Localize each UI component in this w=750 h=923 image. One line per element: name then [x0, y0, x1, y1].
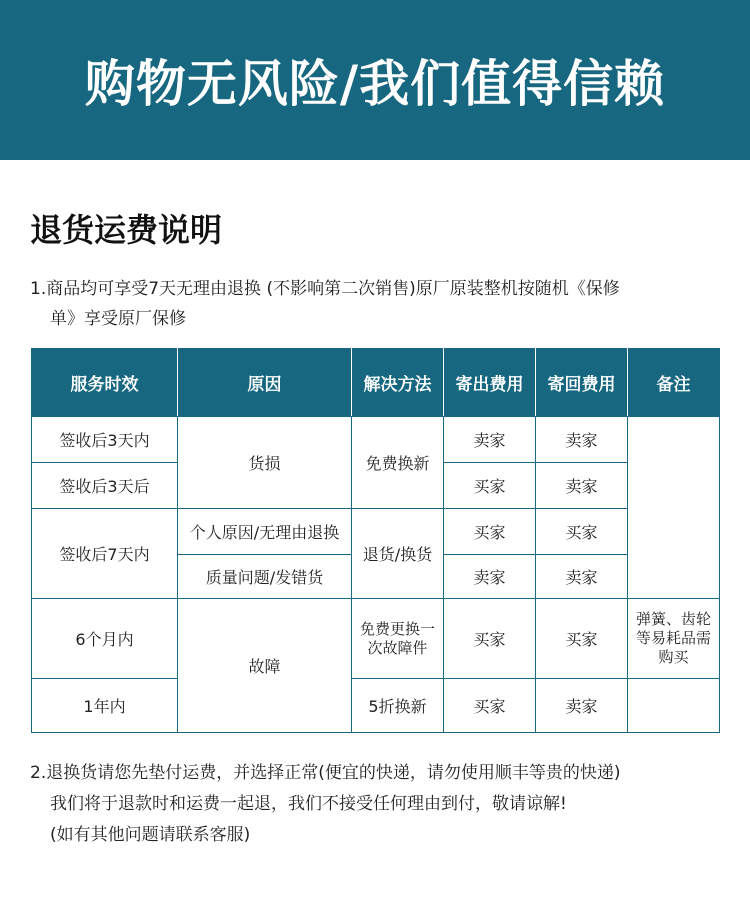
banner-title: 购物无风险/我们值得信赖	[84, 55, 666, 113]
header-reason: 原因	[178, 349, 352, 417]
policy-note-1	[30, 274, 730, 334]
cell-service-time: 6个月内	[32, 599, 178, 679]
cell-return-cost: 卖家	[536, 417, 628, 463]
cell-solution: 免费更换一次故障件	[352, 599, 444, 679]
cell-service-time: 1年内	[32, 679, 178, 733]
header-send-cost: 寄出费用	[444, 349, 536, 417]
cell-send-cost: 卖家	[444, 555, 536, 599]
table-row	[32, 599, 720, 679]
cell-remarks-empty	[628, 417, 720, 599]
table-header-row	[32, 349, 720, 417]
table-row	[32, 417, 720, 463]
header-return-cost: 寄回费用	[536, 349, 628, 417]
cell-remarks-empty	[628, 679, 720, 733]
cell-return-cost: 买家	[536, 509, 628, 555]
cell-reason: 货损	[178, 417, 352, 509]
policy-note-2-line2: 我们将于退款时和运费一起退，我们不接受任何理由到付，敬请谅解!	[50, 794, 567, 814]
table-row	[32, 509, 720, 555]
cell-return-cost: 卖家	[536, 679, 628, 733]
cell-service-time: 签收后7天内	[32, 509, 178, 599]
cell-send-cost: 买家	[444, 679, 536, 733]
cell-return-cost: 买家	[536, 599, 628, 679]
cell-send-cost: 买家	[444, 463, 536, 509]
return-policy-table-wrapper	[31, 348, 719, 732]
cell-reason: 个人原因/无理由退换	[178, 509, 352, 555]
cell-service-time: 签收后3天内	[32, 417, 178, 463]
policy-note-2-line3: (如有其他问题请联系客服)	[50, 825, 251, 845]
return-policy-table	[31, 348, 720, 733]
cell-solution: 5折换新	[352, 679, 444, 733]
cell-service-time: 签收后3天后	[32, 463, 178, 509]
header-service-time: 服务时效	[32, 349, 178, 417]
cell-solution: 免费换新	[352, 417, 444, 509]
policy-note-2	[30, 758, 740, 851]
cell-send-cost: 买家	[444, 509, 536, 555]
section-title: 退货运费说明	[30, 211, 223, 249]
header-solution: 解决方法	[352, 349, 444, 417]
policy-note-2-line1: 2.退换货请您先垫付运费，并选择正常(便宜的快递，请勿使用顺丰等贵的快递)	[30, 763, 621, 783]
cell-reason: 质量问题/发错货	[178, 555, 352, 599]
header-banner	[0, 0, 750, 160]
cell-return-cost: 卖家	[536, 555, 628, 599]
cell-solution: 退货/换货	[352, 509, 444, 599]
cell-send-cost: 买家	[444, 599, 536, 679]
cell-reason: 故障	[178, 599, 352, 733]
table-row	[32, 679, 720, 733]
policy-note-1-line2: 单》享受原厂保修	[50, 309, 186, 329]
cell-send-cost: 卖家	[444, 417, 536, 463]
policy-note-1-line1: 1.商品均可享受7天无理由退换 (不影响第二次销售)原厂原装整机按随机《保修	[30, 279, 620, 299]
cell-return-cost: 卖家	[536, 463, 628, 509]
cell-remarks: 弹簧、齿轮等易耗品需购买	[628, 599, 720, 679]
header-remarks: 备注	[628, 349, 720, 417]
